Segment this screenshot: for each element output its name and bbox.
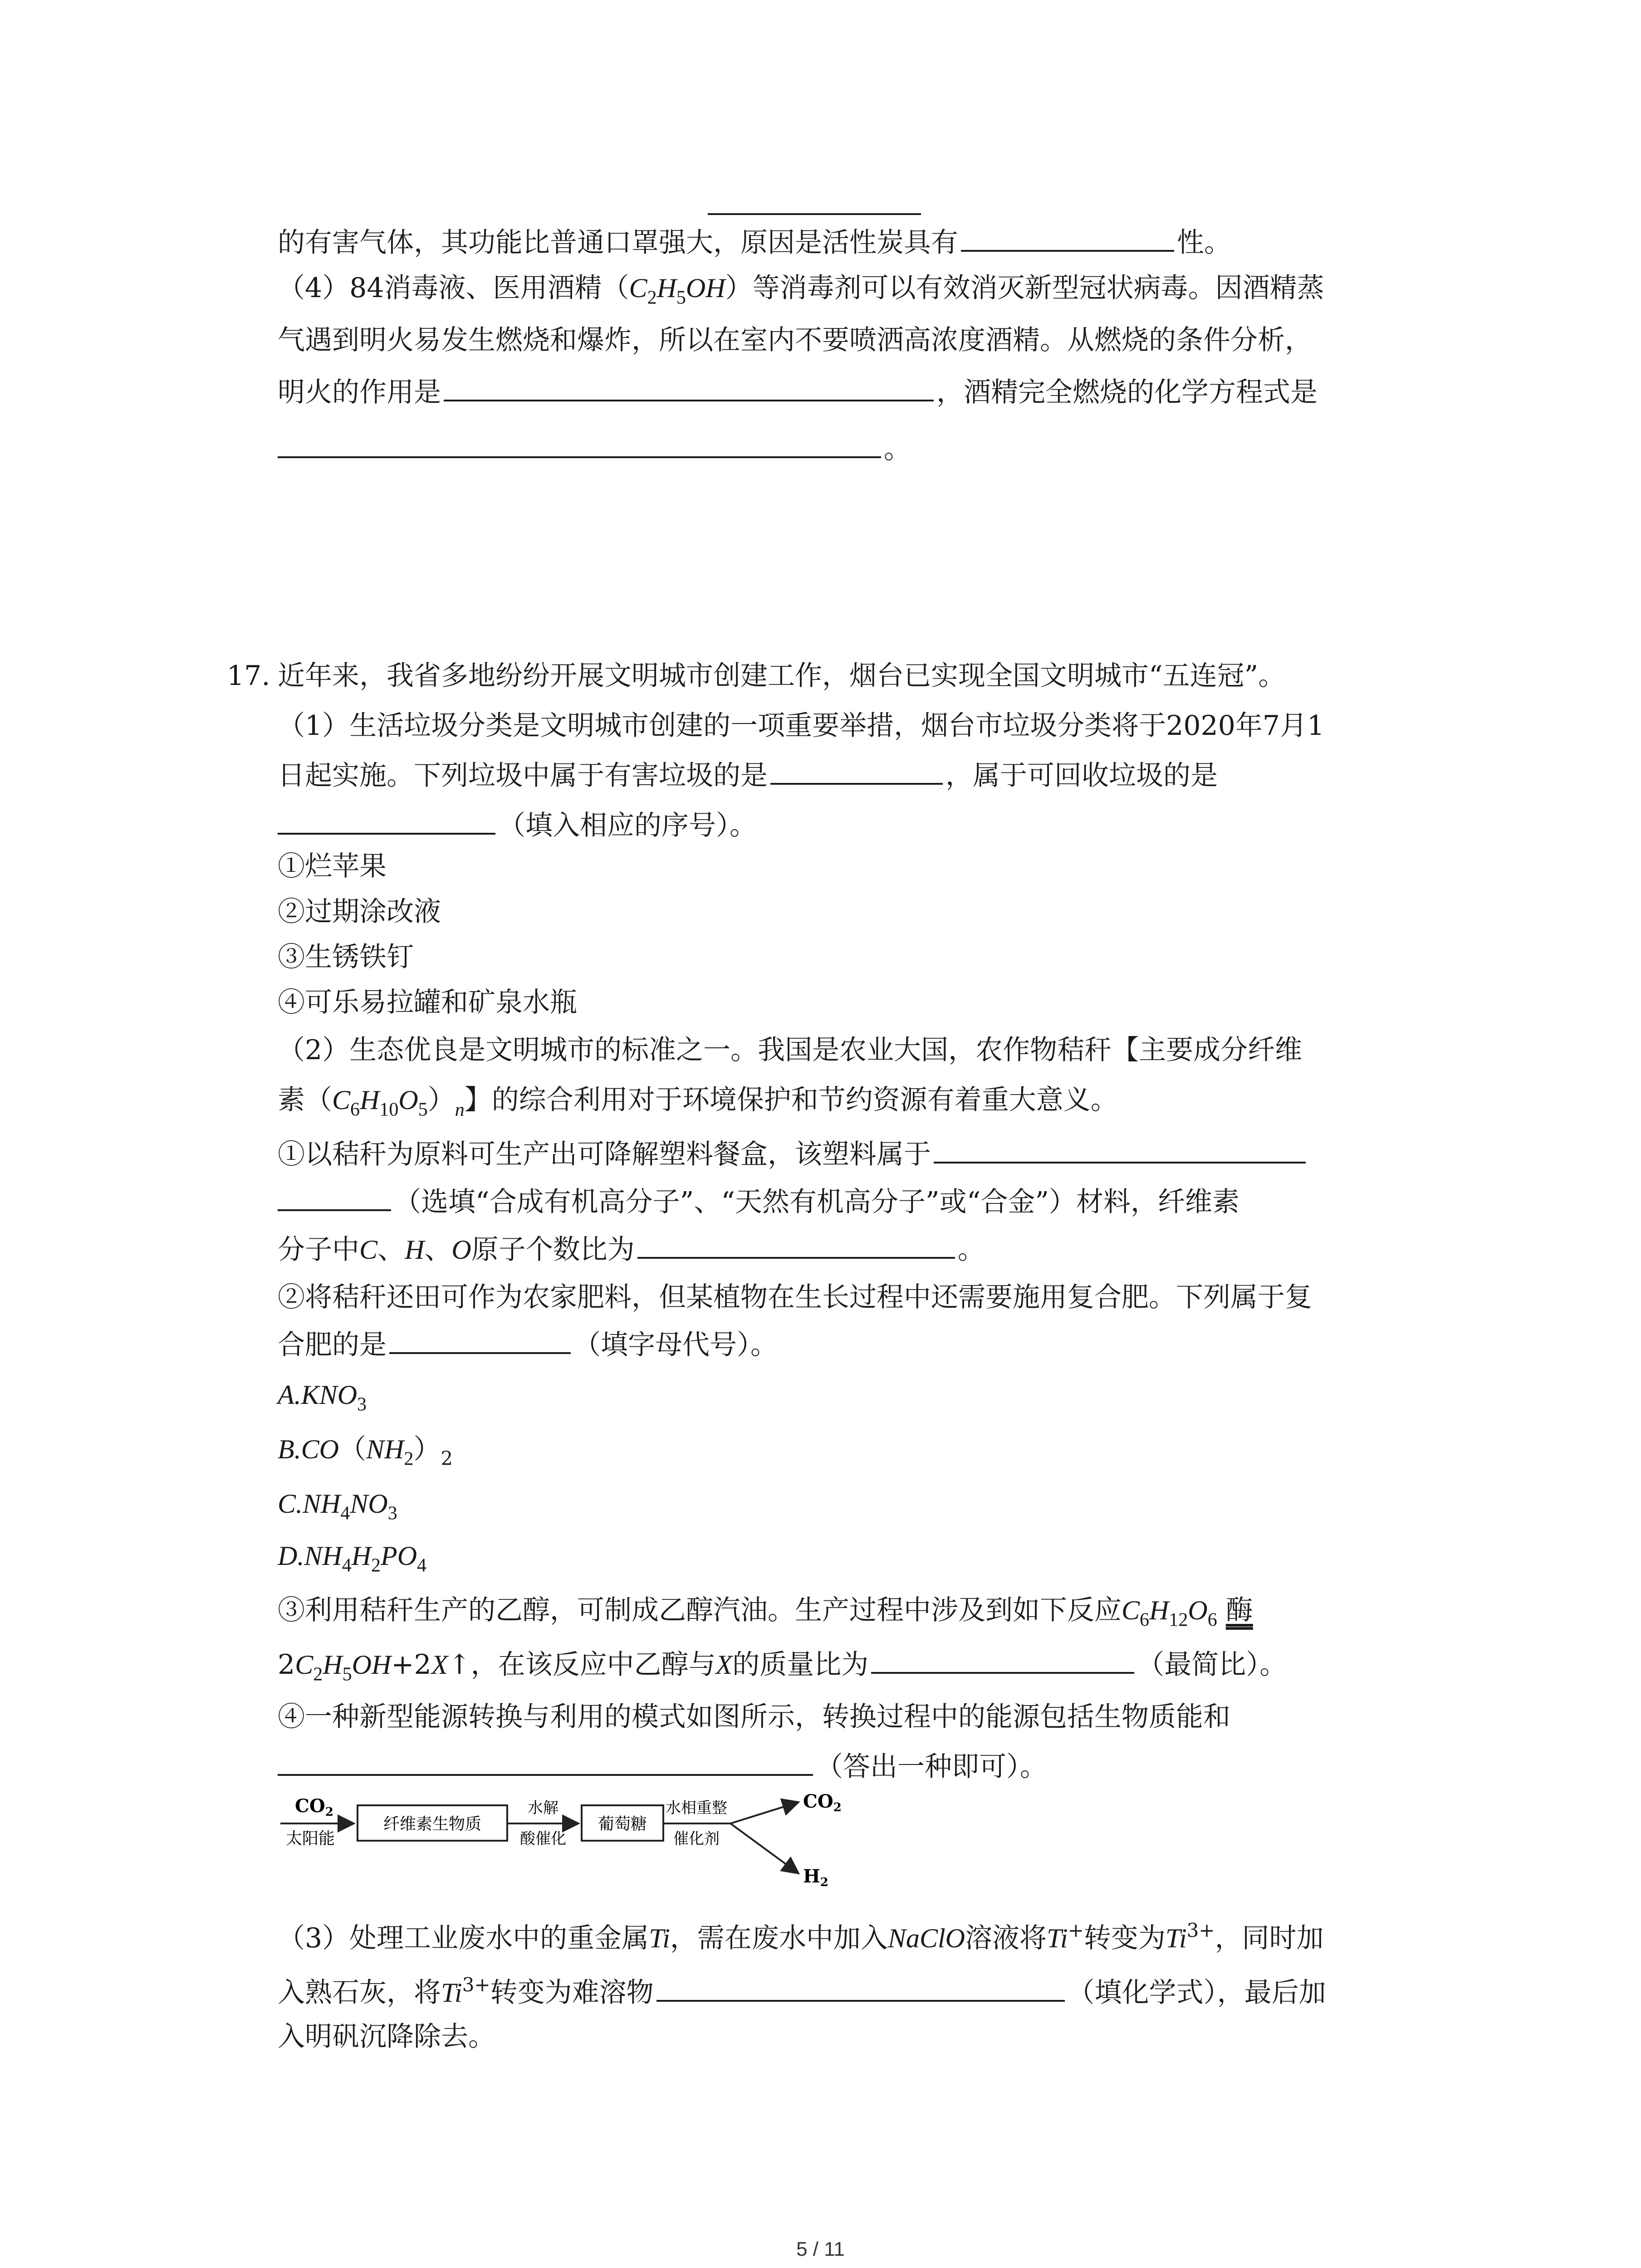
option-a: $A.KNO_3$: [278, 1380, 367, 1415]
text-line: ④一种新型能源转换与利用的模式如图所示，转换过程中的能源包括生物质能和: [278, 1701, 1230, 1733]
answer-blank[interactable]: [444, 399, 934, 401]
list-item: ④可乐易拉罐和矿泉水瓶: [278, 987, 577, 1018]
aqueous-reforming-label: 水相重整: [666, 1799, 727, 1817]
text-line: （2）生态优良是文明城市的标准之一。我国是农业大国，农作物秸秆【主要成分纤维: [278, 1034, 1303, 1066]
text-line: （1）生活垃圾分类是文明城市创建的一项重要举措，烟台市垃圾分类将于2020年7月1: [278, 710, 1325, 742]
enzyme-condition: 酶: [1225, 1594, 1253, 1626]
text-line: $2C_2H_5OH+2X↑$，在该反应中乙醇与X的质量比为 （最简比）。: [278, 1649, 1287, 1685]
answer-blank[interactable]: [934, 1161, 1306, 1163]
co2-output-label: $CO_2$: [803, 1791, 842, 1814]
answer-blank[interactable]: [871, 1672, 1134, 1674]
text-line: 合肥的是 （填字母代号）。: [278, 1329, 778, 1361]
text-line: 入熟石灰，将$Ti^{3+}$转变为难溶物 （填化学式），最后加: [278, 1974, 1326, 2009]
option-b: $B.CO(NH_2)_2$: [278, 1433, 453, 1470]
answer-blank[interactable]: [770, 782, 943, 785]
text-line: 的有害气体，其功能比普通口罩强大，原因是活性炭具有 性。: [278, 227, 1231, 259]
acid-catalysis-label: 酸催化: [520, 1830, 566, 1848]
text-line: （填入相应的序号）。: [278, 812, 757, 839]
text-line: （答出一种即可）。: [278, 1753, 1047, 1780]
text-line: 日起实施。下列垃圾中属于有害垃圾的是 ，属于可回收垃圾的是: [278, 760, 1218, 792]
answer-blank[interactable]: [961, 249, 1174, 252]
answer-blank[interactable]: [656, 1999, 1065, 2002]
answer-blank[interactable]: [637, 1256, 955, 1259]
h2-output-label: $H_2$: [803, 1866, 828, 1889]
answer-blank[interactable]: [278, 456, 881, 458]
answer-blank[interactable]: [389, 1352, 571, 1354]
energy-conversion-diagram: [277, 1789, 857, 1889]
hydrolysis-label: 水解: [528, 1799, 558, 1817]
text-line: （3）处理工业废水中的重金属Ti，需在废水中加入NaClO溶液将Ti+转变为$Ti^{3+}$，同时加: [278, 1919, 1324, 1955]
text-line: 气遇到明火易发生燃烧和爆炸，所以在室内不要喷洒高浓度酒精。从燃烧的条件分析，: [278, 324, 1312, 356]
glucose-label: 葡萄糖: [598, 1815, 647, 1833]
question-number: 17.: [227, 660, 270, 692]
arrow: [730, 1823, 798, 1873]
list-item: ②过期涂改液: [278, 896, 441, 928]
answer-blank[interactable]: [278, 1774, 813, 1776]
text-line: ③利用秸秆生产的乙醇，可制成乙醇汽油。生产过程中涉及到如下反应$C_6H_{12}O_6$ 酶: [278, 1594, 1253, 1631]
text-line: ①以秸秆为原料可生产出可降解塑料餐盒，该塑料属于: [278, 1141, 1308, 1168]
answer-blank[interactable]: [278, 1209, 391, 1211]
text-line: （选填“合成有机高分子”、“天然有机高分子”或“合金”）材料，纤维素: [278, 1188, 1239, 1216]
option-d: $D.NH_4H_2PO_4$: [278, 1541, 427, 1576]
list-item: ③生锈铁钉: [278, 941, 414, 973]
text-line: 分子中C、H、O原子个数比为 。: [278, 1234, 985, 1266]
catalyst-label: 催化剂: [673, 1830, 720, 1848]
page-number: 5 / 11: [796, 2238, 845, 2260]
cellulose-label: 纤维素生物质: [383, 1815, 482, 1833]
text-line: 入明矾沉降除去。: [278, 2021, 495, 2053]
text-line: 明火的作用是 ，酒精完全燃烧的化学方程式是: [278, 376, 1318, 408]
text-line: （4）84消毒液、医用酒精$(C_2H_5OH)$等消毒剂可以有效消灭新型冠状病毒。因酒精蒸: [278, 272, 1324, 308]
answer-blank[interactable]: [708, 213, 921, 215]
formula: $C_6H_{10}O_5$: [332, 1085, 428, 1120]
text-line: ②将秸秆还田可作为农家肥料，但某植物在生长过程中还需要施用复合肥。下列属于复: [278, 1281, 1312, 1313]
question-intro: 近年来，我省多地纷纷开展文明城市创建工作，烟台已实现全国文明城市“五连冠”。: [278, 660, 1286, 692]
option-c: $C.NH_4NO_3$: [278, 1489, 397, 1524]
arrow: [730, 1802, 798, 1823]
answer-blank[interactable]: [278, 832, 495, 835]
formula: $C_2H_5OH$: [629, 273, 725, 308]
co2-input-label: $CO_2$: [295, 1795, 333, 1819]
formula: $C_6H_{12}O_6$: [1122, 1595, 1217, 1631]
text-line: 素$(C_6H_{10}O_5)_n$】的综合利用对于环境保护和节约资源有着重大意义。: [278, 1084, 1118, 1120]
solar-energy-label: 太阳能: [286, 1829, 335, 1848]
list-item: ①烂苹果: [278, 850, 387, 882]
text-line: 。: [278, 435, 911, 463]
